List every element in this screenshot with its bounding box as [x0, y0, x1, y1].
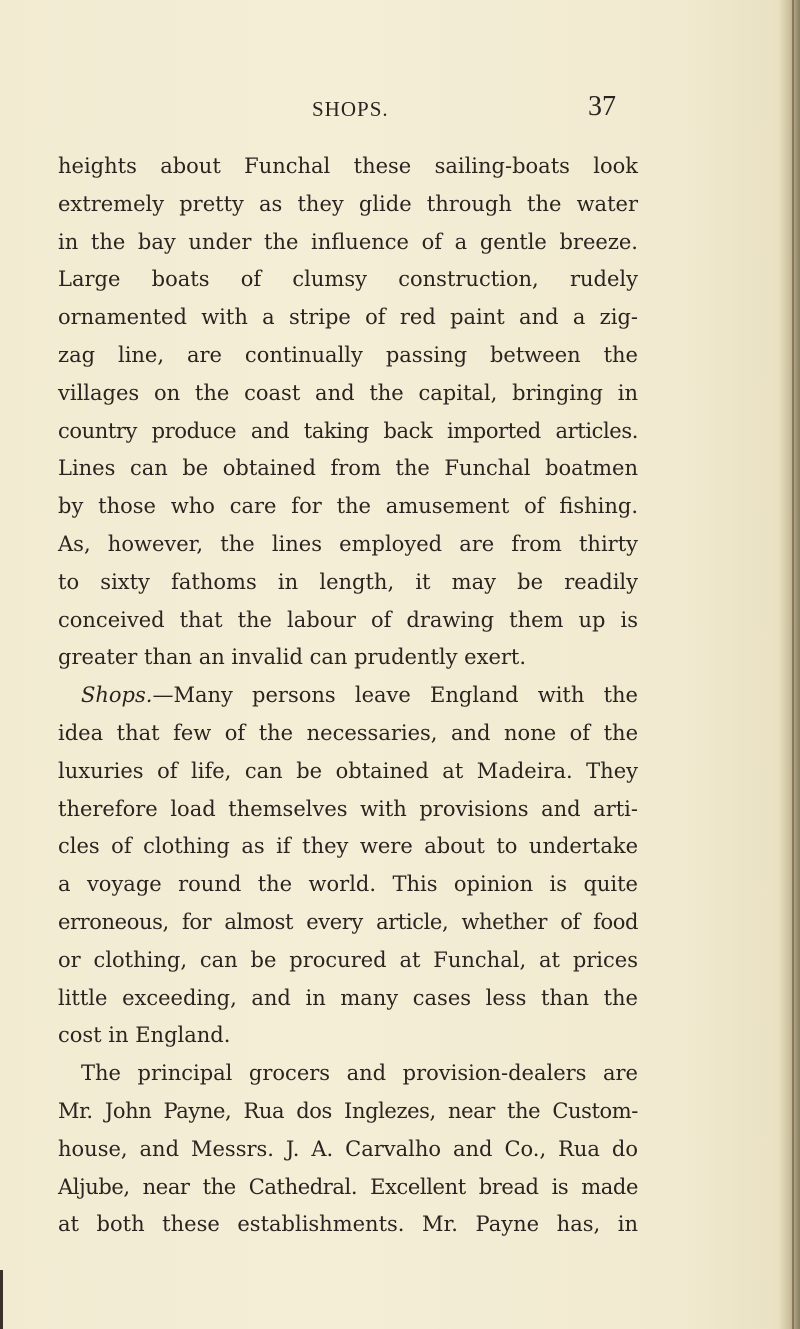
text-line: ornamented with a stripe of red paint and a zig-	[58, 305, 638, 330]
text-line: in the bay under the influence of a gentle breeze.	[58, 229, 638, 254]
text-line: The principal grocers and provision-dealers are	[81, 1061, 638, 1086]
text-line: or clothing, can be procured at Funchal, at prices	[58, 947, 638, 972]
text-line: erroneous, for almost every article, whether of food	[58, 909, 638, 934]
text-line: little exceeding, and in many cases less than the	[58, 985, 638, 1010]
left-margin-mark	[0, 1270, 3, 1329]
section-heading: Shops.	[81, 683, 153, 708]
body-text	[58, 148, 638, 1244]
text-line: greater than an invalid can prudently exert.	[58, 645, 527, 670]
text-line: luxuries of life, can be obtained at Madeira. They	[58, 758, 638, 783]
page-edge-line	[792, 0, 794, 1329]
text-line: extremely pretty as they glide through the water	[58, 191, 638, 216]
text-line: Mr. John Payne, Rua dos Inglezes, near the Custom-	[58, 1098, 638, 1123]
section-first-line	[58, 677, 638, 715]
text-line: cles of clothing as if they were about to undertake	[58, 834, 638, 859]
page-edge-shadow	[778, 0, 800, 1329]
section-first-line-text: —Many persons leave England with the	[152, 683, 638, 708]
text-line: at both these establishments. Mr. Payne has, in	[58, 1212, 638, 1237]
running-head-title: SHOPS.	[312, 97, 389, 121]
text-line: by those who care for the amusement of fishing.	[58, 494, 638, 519]
text-line: Aljube, near the Cathedral. Excellent bread is made	[58, 1174, 638, 1199]
text-line: country produce and taking back imported articles.	[58, 418, 638, 443]
text-line: heights about Funchal these sailing-boats look	[58, 154, 638, 178]
text-line: to sixty fathoms in length, it may be readily	[58, 569, 638, 594]
text-line: therefore load themselves with provisions and arti-	[58, 796, 638, 821]
text-line: Large boats of clumsy construction, rudely	[58, 267, 638, 292]
text-line: zag line, are continually passing between the	[58, 342, 638, 367]
text-line: house, and Messrs. J. A. Carvalho and Co., Rua do	[58, 1136, 638, 1161]
text-line: conceived that the labour of drawing them up is	[58, 607, 638, 632]
text-line: Lines can be obtained from the Funchal boatmen	[58, 456, 638, 481]
text-line: villages on the coast and the capital, bringing in	[58, 380, 638, 405]
running-head	[0, 91, 800, 137]
text-line: cost in England.	[58, 1023, 231, 1048]
text-line: a voyage round the world. This opinion is quite	[58, 872, 638, 897]
text-line: idea that few of the necessaries, and none of the	[58, 720, 638, 745]
text-line: As, however, the lines employed are from thirty	[58, 531, 638, 556]
page-number: 37	[588, 91, 616, 122]
